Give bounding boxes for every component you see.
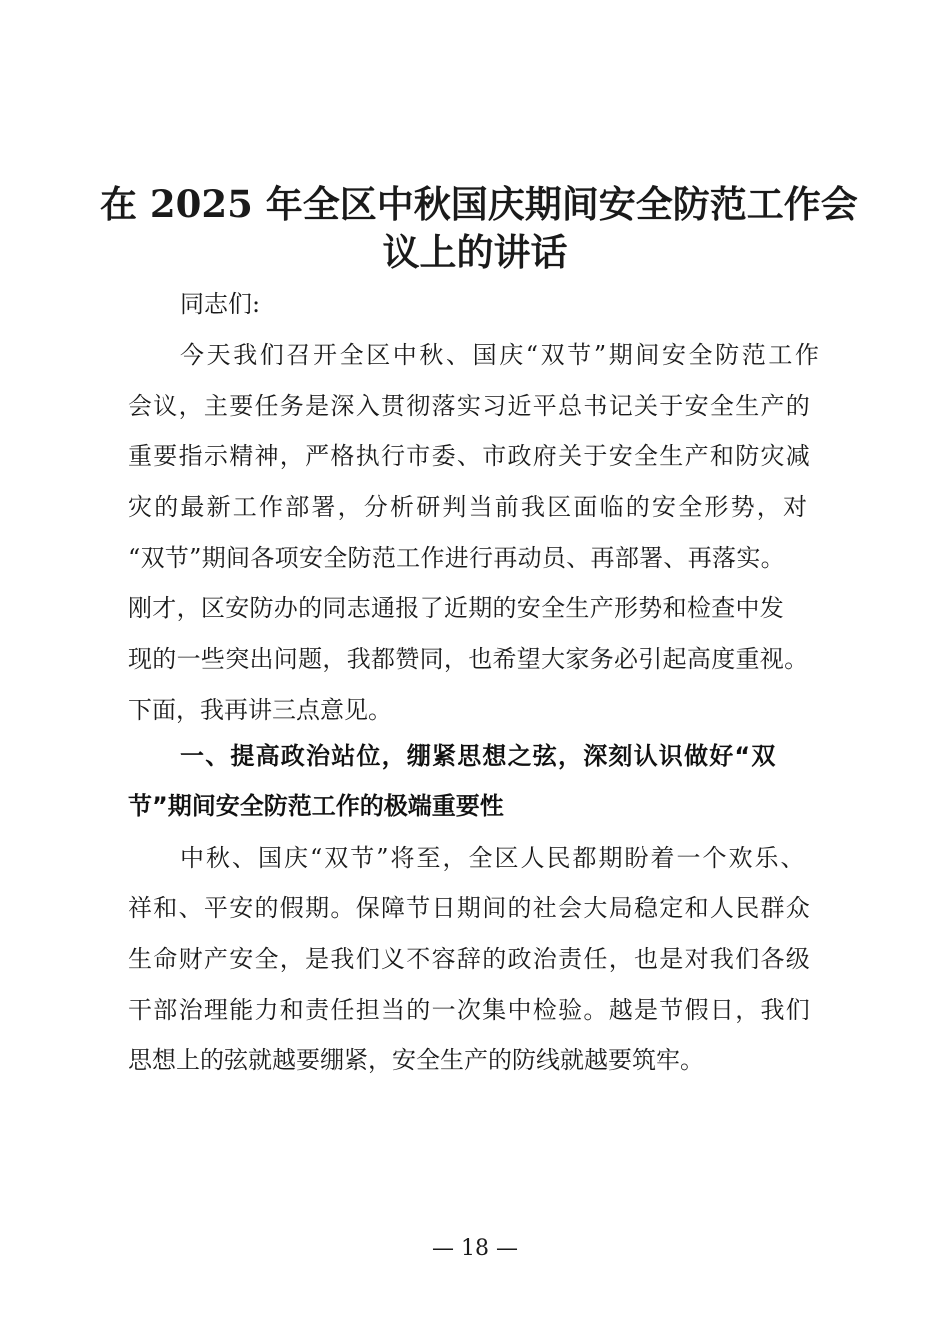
page-number: — 18 — [432, 1236, 518, 1261]
paragraph-line: “双节”期间各项安全防范工作进行再动员、再部署、再落实。 [128, 544, 785, 572]
paragraph-line: 刚才，区安防办的同志通报了近期的安全生产形势和检查中发 [128, 594, 785, 622]
paragraph-line: 现的一些突出问题，我都赞同，也希望大家务必引起高度重视。 [128, 645, 809, 673]
document-title-line-1: 在 2025 年全区中秋国庆期间安全防范工作会 [100, 182, 858, 226]
heading-line: 节”期间安全防范工作的极端重要性 [128, 792, 504, 820]
paragraph-line: 思想上的弦就越要绷紧，安全生产的防线就越要筑牢。 [128, 1046, 704, 1074]
paragraph-line: 今天我们召开全区中秋、国庆“双节”期间安全防范工作 [180, 341, 822, 369]
paragraph-line: 生命财产安全，是我们义不容辞的政治责任，也是对我们各级 [128, 945, 812, 973]
paragraph-line: 重要指示精神，严格执行市委、市政府关于安全生产和防灾减 [128, 442, 812, 470]
paragraph-line: 会议，主要任务是深入贯彻落实习近平总书记关于安全生产的 [128, 392, 812, 420]
paragraph-line: 干部治理能力和责任担当的一次集中检验。越是节假日，我们 [128, 996, 812, 1024]
heading-line: 一、提高政治站位，绷紧思想之弦，深刻认识做好“双 [180, 742, 777, 770]
paragraph-line: 下面，我再讲三点意见。 [128, 696, 392, 724]
paragraph-line: 祥和、平安的假期。保障节日期间的社会大局稳定和人民群众 [128, 894, 812, 922]
document-title-line-2: 议上的讲话 [382, 230, 568, 274]
paragraph-line: 中秋、国庆“双节”将至，全区人民都期盼着一个欢乐、 [180, 844, 807, 872]
salutation: 同志们: [180, 290, 261, 318]
paragraph-line: 灾的最新工作部署，分析研判当前我区面临的安全形势，对 [128, 493, 810, 521]
